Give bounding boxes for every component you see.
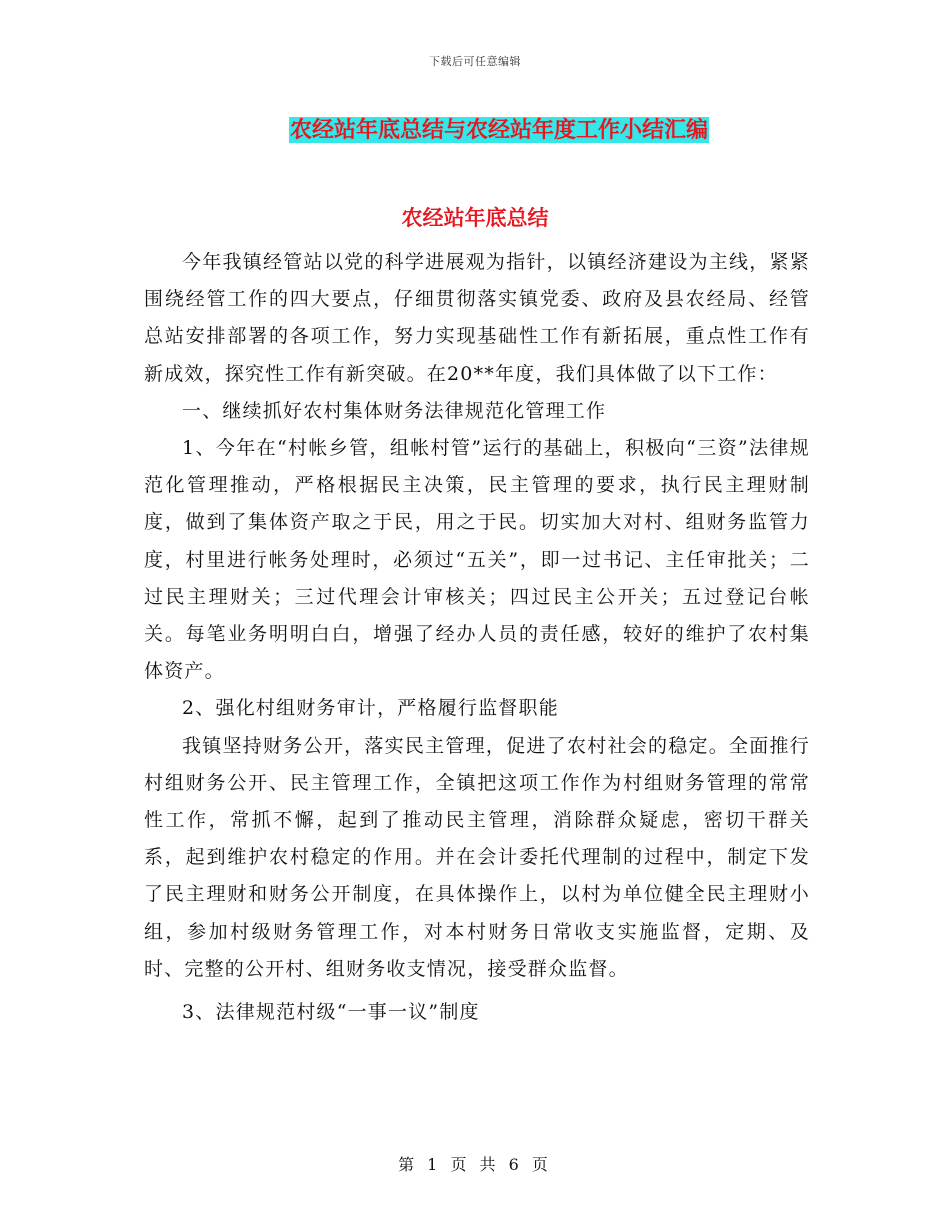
document-title-text: 农经站年底总结与农经站年度工作小结汇编 bbox=[289, 117, 708, 143]
paragraph-item-3-heading: 3、法律规范村级“一事一议”制度 bbox=[182, 1001, 480, 1024]
page-footer: 第 1 页 共 6 页 bbox=[398, 1155, 552, 1174]
paragraph-intro: 今年我镇经管站以党的科学进展观为指针，以镇经济建设为主线，紧紧围绕经管工作的四大要点，仔细贯彻落实镇党委、政府及县农经局、经管总站安排部署的各项工作，努力实现基础性工作有新拓展，重点性工作有新成效，探究性工作有新突破。在20**年度，我们具体做了以下工作： bbox=[144, 251, 810, 385]
paragraph-item-2-body: 我镇坚持财务公开，落实民主管理，促进了农村社会的稳定。全面推行村组财务公开、民主管理工作，全镇把这项工作作为村组财务管理的常常性工作，常抓不懈，起到了推动民主管理，消除群众疑虑，密切干群关系，起到维护农村稳定的作用。并在会计委托代理制的过程中，制定下发了民主理财和财务公开制度，在具体操作上，以村为单位健全民主理财小组，参加村级财务管理工作，对本村财务日常收支实施监督，定期、及时、完整的公开村、组财务收支情况，接受群众监督。 bbox=[144, 734, 810, 980]
document-body bbox=[144, 244, 810, 1031]
section-title: 农经站年底总结 bbox=[401, 205, 549, 230]
paragraph-item-1: 1、今年在“村帐乡管，组帐村管”运行的基础上，积极向“三资”法律规范化管理推动，严格根据民主决策，民主管理的要求，执行民主理财制度，做到了集体资产取之于民，用之于民。切实加大对村、组财务监管力度，村里进行帐务处理时，必须过“五关”，即一过书记、主任审批关；二过民主理财关；三过代理会计审核关；四过民主公开关；五过登记台帐关。每笔业务明明白白，增强了经办人员的责任感，较好的维护了农村集体资产。 bbox=[144, 437, 810, 683]
paragraph-item-2-heading: 2、强化村组财务审计，严格履行监督职能 bbox=[182, 697, 559, 720]
document-title bbox=[0, 113, 950, 147]
section-heading-1: 一、继续抓好农村集体财务法律规范化管理工作 bbox=[182, 399, 607, 422]
page-header: 下载后可任意编辑 bbox=[429, 55, 521, 68]
